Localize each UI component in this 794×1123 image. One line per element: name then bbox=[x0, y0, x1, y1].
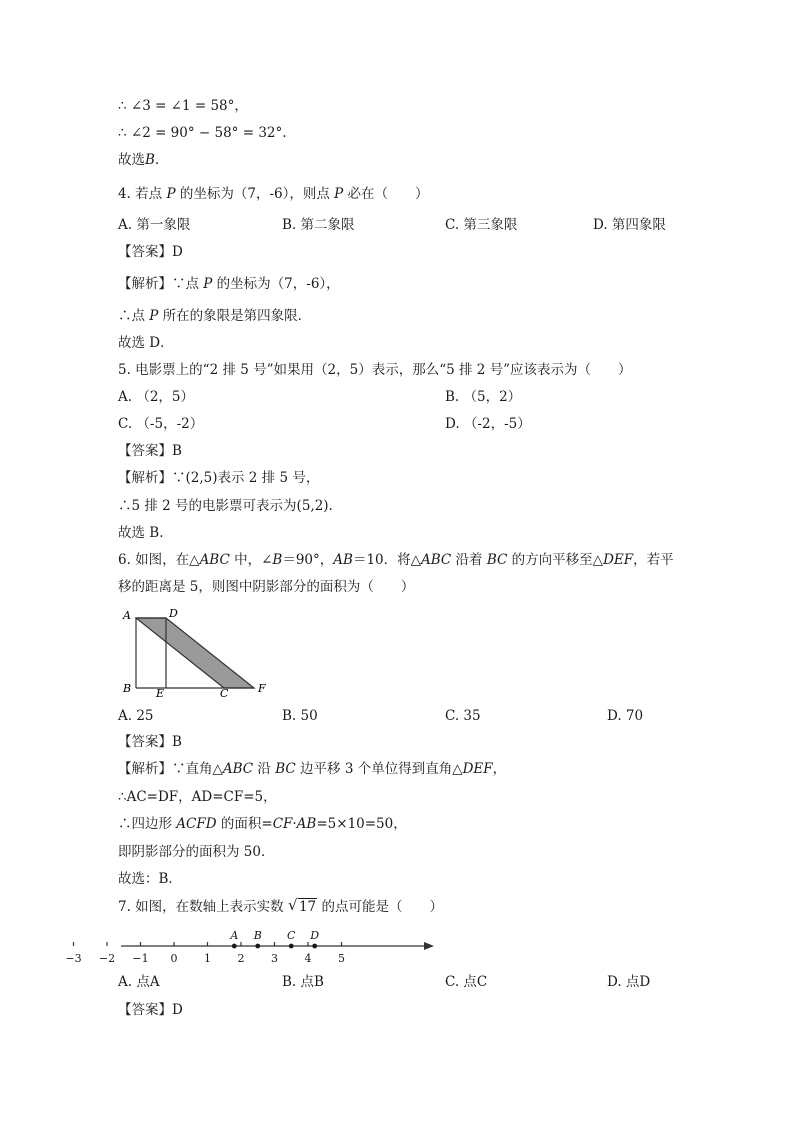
sqrt-symbol: √ 17 bbox=[287, 896, 317, 915]
q6-option-c: C. 35 bbox=[445, 708, 481, 724]
tick-label-5: 1 bbox=[204, 952, 211, 965]
q6-stem-line-2: 移的距离是 5，则图中阴影部分的面积为（ ） bbox=[118, 579, 415, 595]
q5-stem: 5. 电影票上的“2 排 5 号”如果用（2，5）表示，那么“5 排 2 号”应该表示为（ ） bbox=[118, 362, 632, 378]
q7-option-d: D. 点D bbox=[607, 974, 651, 990]
q6-conclusion: 故选：B． bbox=[118, 871, 182, 887]
tick-label-3: −1 bbox=[132, 952, 149, 965]
q7-option-c: C. 点C bbox=[445, 974, 488, 990]
q5-option-d: D. （-2，-5） bbox=[445, 416, 531, 432]
label-e: E bbox=[156, 687, 165, 700]
label-d: D bbox=[169, 607, 178, 620]
label-b: B bbox=[123, 682, 132, 695]
prev-solution-line-1: ∴ ∠3 = ∠1 = 58°， bbox=[118, 98, 248, 114]
q4-conclusion: 故选 D． bbox=[118, 335, 174, 351]
sqrt-radicand: 17 bbox=[298, 899, 317, 915]
q6-explanation-2: ∴AC=DF，AD=CF=5， bbox=[118, 789, 277, 805]
tick-label-9: 5 bbox=[338, 952, 345, 965]
point-c bbox=[289, 944, 294, 949]
label-f: F bbox=[258, 682, 266, 695]
q4-option-d: D. 第四象限 bbox=[593, 217, 666, 233]
q6-option-d: D. 70 bbox=[607, 708, 644, 724]
q4-explanation-2: ∴点 P 所在的象限是第四象限． bbox=[118, 308, 312, 324]
point-d bbox=[312, 944, 317, 949]
tick-label-2: −2 bbox=[98, 952, 116, 965]
q5-explanation-1: 【解析】∵(2,5)表示 2 排 5 号， bbox=[118, 470, 320, 486]
q4-answer: 【答案】D bbox=[118, 244, 183, 260]
q4-option-a: A. 第一象限 bbox=[118, 217, 191, 233]
q4-option-c: C. 第三象限 bbox=[445, 217, 518, 233]
q6-explanation-3: ∴四边形 ACFD 的面积=CF·AB=5×10=50， bbox=[118, 816, 407, 832]
tick-label-8: 4 bbox=[304, 952, 312, 965]
q5-conclusion: 故选 B. bbox=[118, 525, 164, 541]
prev-solution-line-2: ∴ ∠2 = 90° − 58° = 32°. bbox=[118, 125, 287, 141]
q6-figure bbox=[118, 604, 278, 700]
q6-explanation-1: 【解析】∵直角△ABC 沿 BC 边平移 3 个单位得到直角△DEF， bbox=[118, 761, 507, 777]
q7-stem: 7. 如图，在数轴上表示实数 √ 17 的点可能是（ ） bbox=[118, 896, 443, 915]
q5-option-c: C. （-5，-2） bbox=[118, 416, 204, 432]
shaded-parallelogram bbox=[136, 618, 254, 688]
q6-option-b: B. 50 bbox=[282, 708, 318, 724]
tick-label-1: −3 bbox=[65, 952, 82, 965]
tick-label-6: 2 bbox=[237, 952, 245, 965]
q5-option-b: B. （5，2） bbox=[445, 389, 522, 405]
label-a: A bbox=[123, 609, 131, 622]
q7-answer: 【答案】D bbox=[118, 1002, 183, 1018]
q6-explanation-4: 即阴影部分的面积为 50． bbox=[118, 844, 275, 860]
point-label-b: B bbox=[253, 929, 262, 942]
point-label-a: A bbox=[230, 929, 239, 942]
q7-number-line bbox=[65, 922, 440, 968]
point-label-d: D bbox=[310, 929, 320, 942]
q7-option-b: B. 点B bbox=[282, 974, 324, 990]
q6-option-a: A. 25 bbox=[118, 708, 154, 724]
q5-explanation-2: ∴5 排 2 号的电影票可表示为(5,2). bbox=[118, 498, 333, 514]
label-c: C bbox=[220, 687, 229, 700]
point-a bbox=[232, 944, 237, 949]
q4-explanation-1: 【解析】∵点 P 的坐标为（7，-6）， bbox=[118, 276, 340, 292]
q5-option-a: A. （2，5） bbox=[118, 389, 195, 405]
point-label-c: C bbox=[287, 929, 296, 942]
q7-option-a: A. 点A bbox=[118, 974, 160, 990]
axis-arrow bbox=[424, 942, 434, 950]
tick-label-7: 3 bbox=[271, 952, 278, 965]
q6-answer: 【答案】B bbox=[118, 734, 182, 750]
q4-stem: 4. 若点 P 的坐标为（7，-6），则点 P 必在（ ） bbox=[118, 186, 429, 202]
prev-solution-conclusion: 故选B. bbox=[118, 152, 160, 168]
point-b bbox=[255, 944, 260, 949]
tick-label-4: 0 bbox=[170, 952, 178, 965]
q5-answer: 【答案】B bbox=[118, 443, 182, 459]
q6-stem-line-1: 6. 如图，在△ABC 中，∠B＝90°，AB＝10．将△ABC 沿着 BC 的方向平移至△DEF，若平 bbox=[118, 552, 674, 568]
q4-option-b: B. 第二象限 bbox=[282, 217, 355, 233]
